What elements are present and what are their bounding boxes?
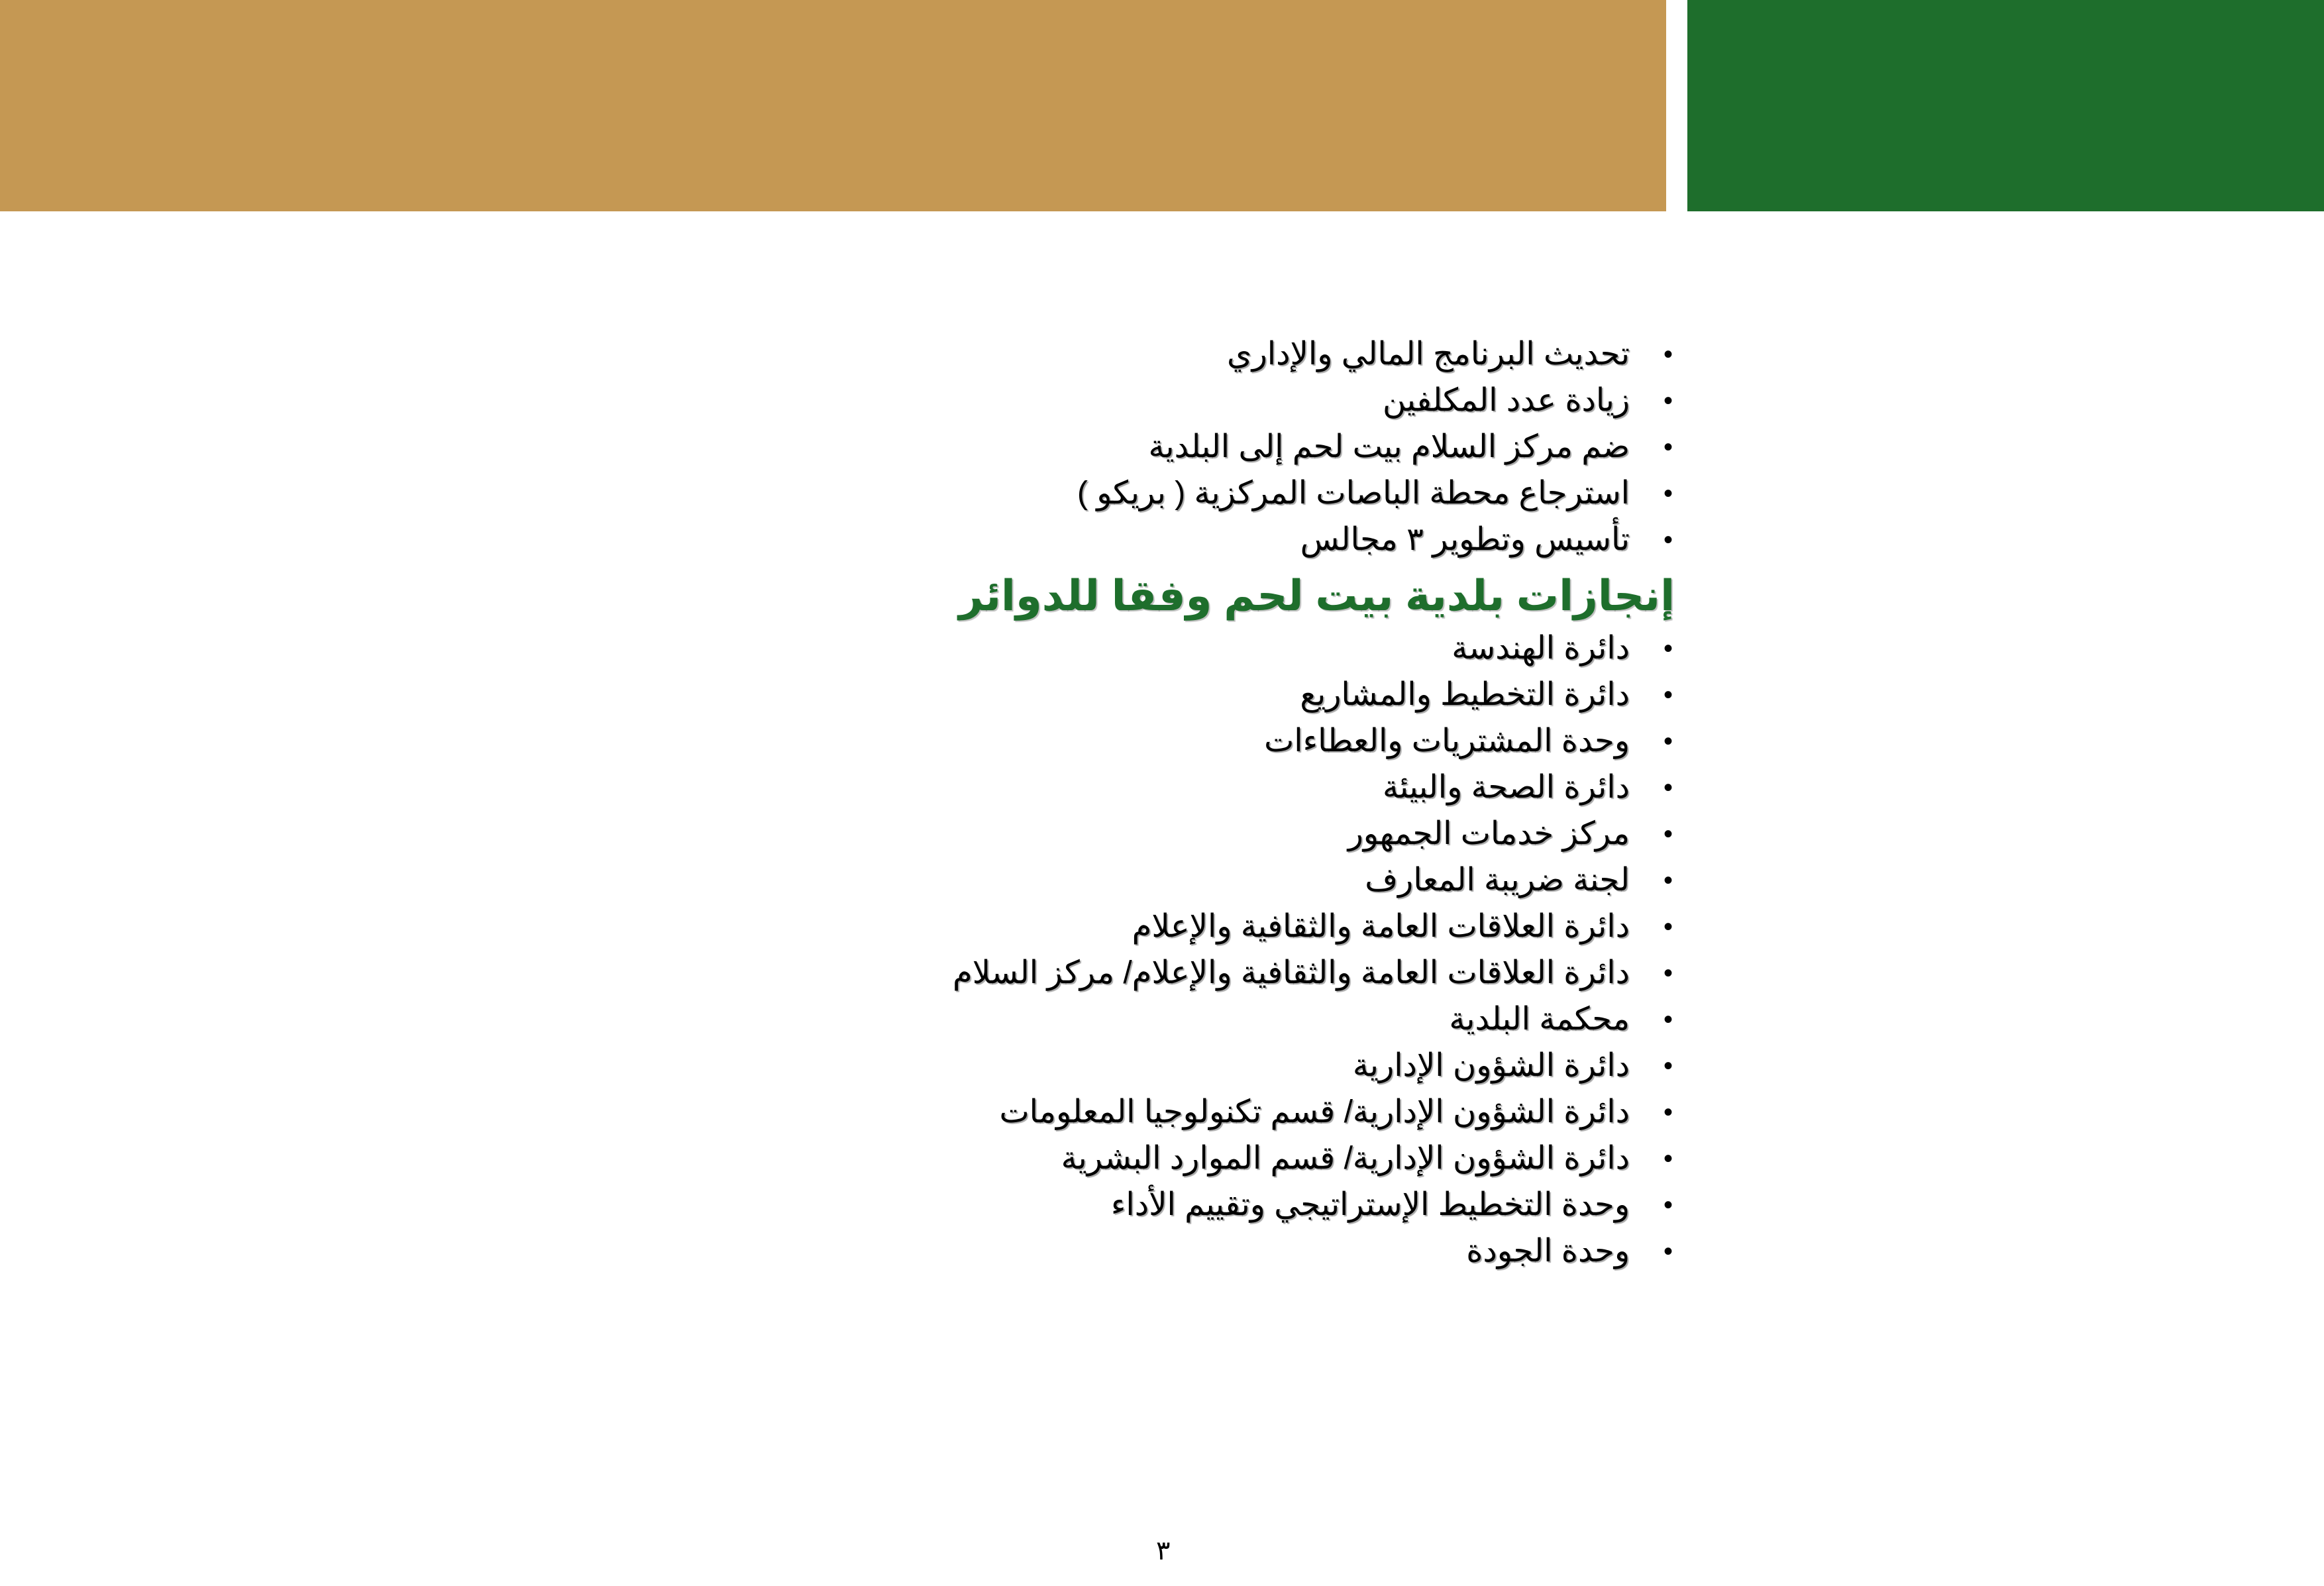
list-item: [953, 1136, 1675, 1182]
list-item: [953, 1182, 1675, 1228]
bullet-icon: •: [1663, 1190, 1673, 1220]
bullet-icon: •: [1663, 866, 1673, 895]
bullet-icon: •: [1663, 525, 1673, 555]
list-item: [953, 1228, 1675, 1275]
bullet-icon: •: [1663, 819, 1673, 849]
list-item-text: تأسيس وتطوير ٣ مجالس: [1300, 522, 1630, 557]
list-item: [953, 718, 1675, 765]
bullet-icon: •: [1663, 433, 1673, 462]
list-item: [953, 470, 1675, 517]
bullet-icon: •: [1663, 727, 1673, 756]
list-item-text: وحدة المشتريات والعطاءات: [1264, 723, 1630, 759]
list-item-text: وحدة التخطيط الإستراتيجي وتقييم الأداء: [1110, 1187, 1630, 1222]
list-item-text: دائرة الشؤون الإدارية/ قسم تكنولوجيا المعلومات: [999, 1094, 1630, 1130]
list-item: [953, 424, 1675, 470]
bullet-icon: •: [1663, 1144, 1673, 1173]
bullet-icon: •: [1663, 912, 1673, 941]
bullet-icon: •: [1663, 1051, 1673, 1081]
list-item-text: وحدة الجودة: [1466, 1234, 1630, 1269]
list-item: [953, 378, 1675, 424]
list-item-text: دائرة الصحة والبيئة: [1382, 770, 1630, 805]
list-item: [953, 1043, 1675, 1089]
list-item-text: دائرة العلاقات العامة والثقافية والإعلام: [1132, 909, 1630, 944]
section-heading: إنجازات بلدية بيت لحم وفقا للدوائر: [959, 572, 1675, 619]
list-item: [953, 950, 1675, 996]
list-item: [953, 517, 1675, 563]
list-item-text: دائرة التخطيط والمشاريع: [1300, 677, 1630, 712]
bullet-icon: •: [1663, 340, 1673, 369]
bullet-icon: •: [1663, 634, 1673, 663]
list-item-text: استرجاع محطة الباصات المركزية ( بريكو ): [1077, 476, 1630, 511]
list-item-text: دائرة الهندسة: [1452, 631, 1630, 666]
list-item-text: دائرة الشؤون الإدارية/ قسم الموارد البشرية: [1061, 1141, 1630, 1176]
list-item: [953, 765, 1675, 811]
bullet-icon: •: [1663, 386, 1673, 415]
bullet-icon: •: [1663, 479, 1673, 508]
header-gold-band: [0, 0, 1666, 211]
page-content: [953, 331, 1675, 1275]
list-item-text: لجنة ضريبة المعارف: [1365, 863, 1630, 898]
bullet-icon: •: [1663, 680, 1673, 710]
intro-list: [953, 331, 1675, 563]
bullet-icon: •: [1663, 773, 1673, 802]
bullet-icon: •: [1663, 959, 1673, 988]
bullet-icon: •: [1663, 1005, 1673, 1034]
bullet-icon: •: [1663, 1098, 1673, 1127]
list-item-text: محكمة البلدية: [1449, 1002, 1630, 1037]
list-item: [953, 904, 1675, 950]
list-item: [953, 811, 1675, 857]
list-item-text: تحديث البرنامج المالي والإداري: [1227, 337, 1630, 372]
list-item-text: دائرة الشؤون الإدارية: [1352, 1048, 1630, 1083]
list-item-text: زيادة عدد المكلفين: [1383, 383, 1630, 418]
list-item: [953, 331, 1675, 378]
list-item: [953, 1089, 1675, 1136]
bullet-icon: •: [1663, 1237, 1673, 1266]
header-green-band: [1687, 0, 2324, 211]
page-number: ٣: [1156, 1536, 1171, 1565]
list-item-text: دائرة العلاقات العامة والثقافية والإعلام/ مركز السلام: [952, 955, 1630, 990]
list-item: [953, 625, 1675, 672]
list-item: [953, 996, 1675, 1043]
list-item-text: ضم مركز السلام بيت لحم إلى البلدية: [1148, 429, 1630, 464]
departments-list: [953, 625, 1675, 1275]
list-item-text: مركز خدمات الجمهور: [1347, 816, 1630, 851]
list-item: [953, 672, 1675, 718]
list-item: [953, 857, 1675, 904]
